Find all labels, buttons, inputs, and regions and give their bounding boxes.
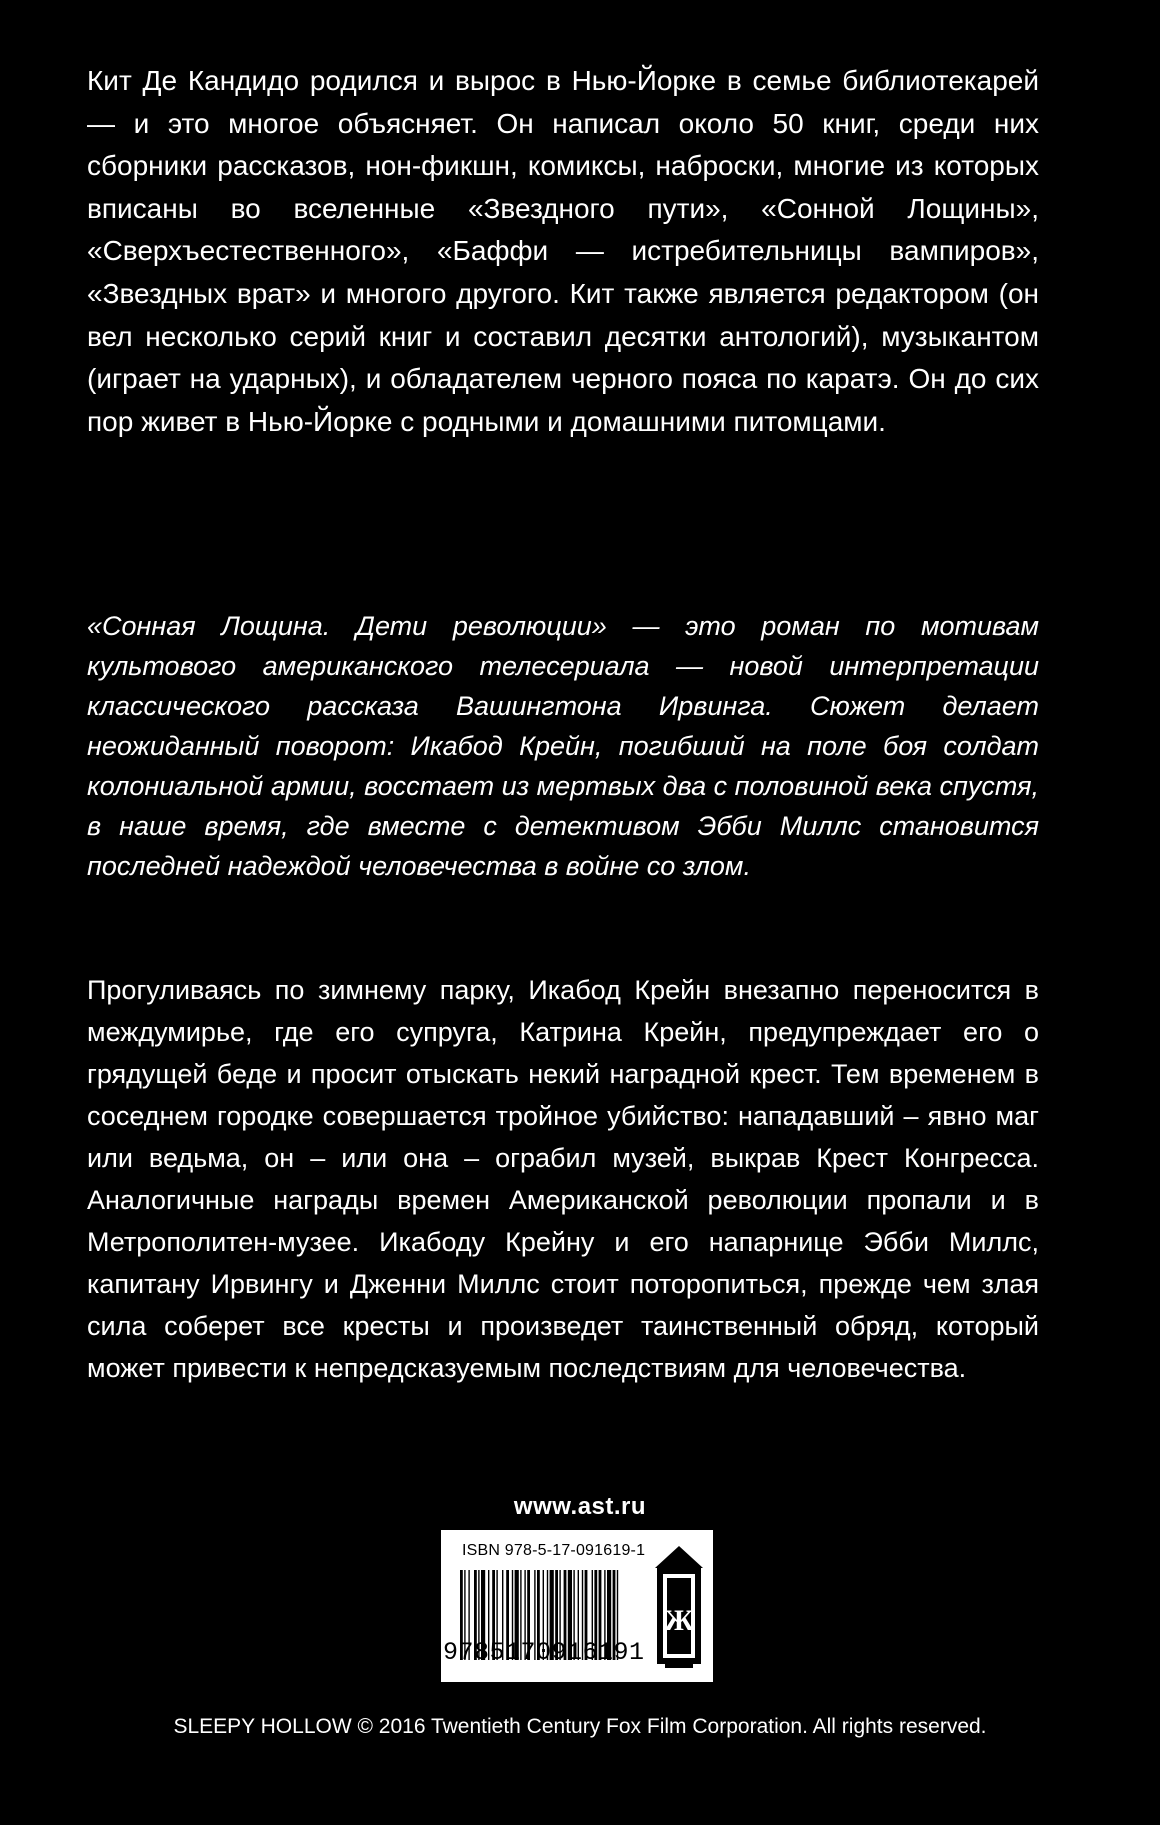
- plot-summary-text: Прогуливаясь по зимнему парку, Икабод Крейн внезапно переносится в междумирье, где его супруга, Катрина Крейн, предупреждает его о грядущей беде и просит отыскать некий наградной крест. Тем временем в соседнем городке совершается тройное убийство: нападавший – явно маг или ведьма, он – или она – ограбил музей, выкрав Крест Конгресса. Аналогичные награды времен Американской революции пропали и в Метрополитен-музее. Икабоду Крейну и его напарнице Эбби Миллс, капитану Ирвингу и Дженни Миллс стоит поторопиться, прежде чем злая сила соберет все кресты и произведет таинственный обряд, который может привести к непредсказуемым последствиям для человечества.: [87, 975, 1039, 1383]
- book-synopsis-text: «Сонная Лощина. Дети революции» — это роман по мотивам культового американского телесериала — новой интерпретации классического рассказа Вашингтона Ирвинга. Сюжет делает неожиданный поворот: Икабод Крейн, погибший на поле боя солдат колониальной армии, восстает из мертвых два с половиной века спустя, в наше время, где вместе с детективом Эбби Миллс становится последней надеждой человечества в войне со злом.: [87, 611, 1039, 881]
- book-synopsis: [87, 606, 1039, 886]
- author-bio: [87, 60, 1039, 443]
- author-bio-text: Кит Де Кандидо родился и вырос в Нью-Йорке в семье библиотекарей — и это многое объясняет. Он написал около 50 книг, среди них сборники рассказов, нон-фикшн, комиксы, наброски, многие из которых вписаны во вселенные «Звездного пути», «Сонной Лощины», «Сверхъестественного», «Баффи — истребительницы вампиров», «Звездных врат» и многого другого. Кит также является редактором (он вел несколько серий книг и составил десятки антологий), музыкантом (играет на ударных), и обладателем черного пояса по каратэ. Он до сих пор живет в Нью-Йорке с родными и домашними питомцами.: [87, 65, 1039, 437]
- copyright-notice: SLEEPY HOLLOW © 2016 Twentieth Century Fox Film Corporation. All rights reserved.: [173, 1715, 987, 1738]
- isbn-label: ISBN 978-5-17-091619-1: [462, 1542, 646, 1559]
- logo-letter: Ж: [664, 1604, 694, 1637]
- lantern-zh-logo-icon: [653, 1544, 705, 1670]
- barcode-block: [441, 1530, 713, 1682]
- publisher-website[interactable]: www.ast.ru: [513, 1493, 647, 1520]
- barcode-digits: 9785170916191: [443, 1638, 645, 1667]
- plot-summary: [87, 969, 1039, 1389]
